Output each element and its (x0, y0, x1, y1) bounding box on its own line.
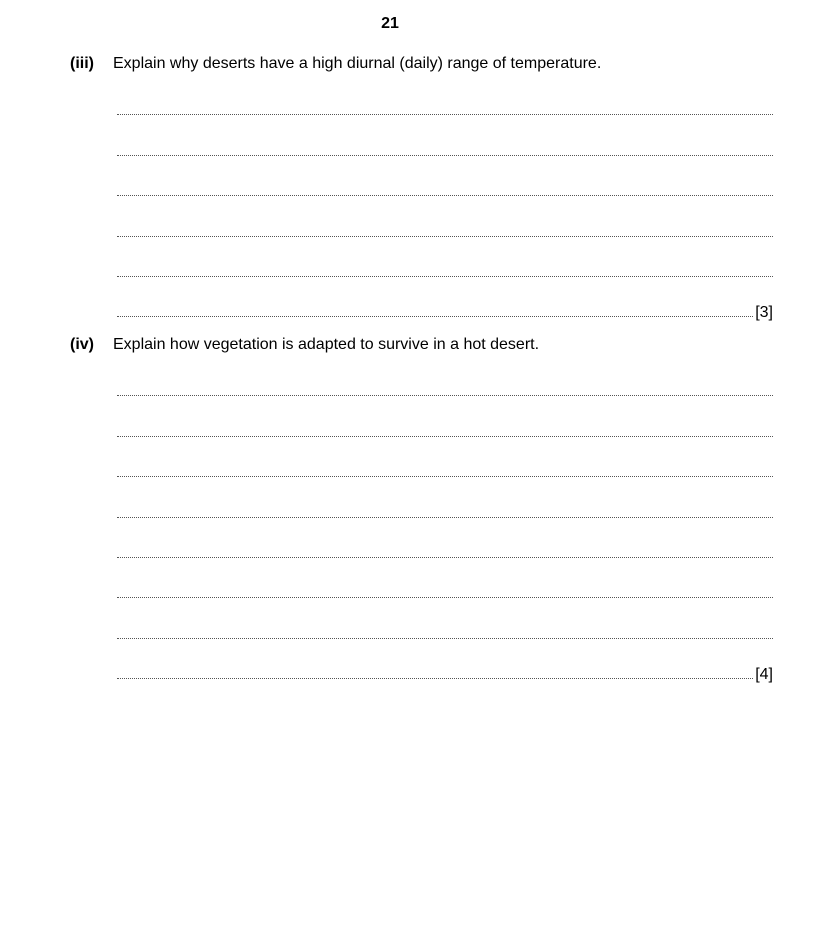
answer-lines (117, 78, 773, 320)
answer-line[interactable] (117, 280, 773, 320)
answer-line-dots (117, 316, 753, 317)
page-number: 21 (381, 15, 399, 32)
answer-line[interactable] (117, 399, 773, 439)
marks-label: [3] (755, 304, 773, 322)
question-iv (70, 334, 774, 684)
answer-line-dots (117, 557, 773, 558)
answer-line[interactable] (117, 78, 773, 118)
question-number: (iii) (70, 55, 94, 72)
answer-line[interactable] (117, 440, 773, 480)
answer-line[interactable] (117, 118, 773, 158)
answer-line-dots (117, 236, 773, 237)
answer-line-dots (117, 195, 773, 196)
answer-line[interactable] (117, 480, 773, 520)
question-text: Explain why deserts have a high diurnal (daily) range of temperature. (113, 55, 602, 72)
answer-line[interactable] (117, 561, 773, 601)
answer-line-dots (117, 517, 773, 518)
answer-line[interactable] (117, 601, 773, 641)
answer-line-dots (117, 678, 753, 679)
question-header (70, 334, 774, 356)
answer-line[interactable] (117, 521, 773, 561)
answer-line[interactable] (117, 642, 773, 682)
marks-label: [4] (755, 666, 773, 684)
answer-line-dots (117, 114, 773, 115)
answer-line[interactable] (117, 199, 773, 239)
question-iii (70, 53, 774, 322)
answer-line-dots (117, 276, 773, 277)
answer-line-dots (117, 638, 773, 639)
answer-line-dots (117, 597, 773, 598)
answer-line-dots (117, 436, 773, 437)
answer-line-dots (117, 395, 773, 396)
question-header (70, 53, 774, 75)
answer-line[interactable] (117, 159, 773, 199)
answer-line[interactable] (117, 240, 773, 280)
question-text: Explain how vegetation is adapted to survive in a hot desert. (113, 336, 540, 353)
answer-line[interactable] (117, 359, 773, 399)
answer-lines (117, 359, 773, 682)
question-number: (iv) (70, 336, 94, 353)
answer-line-dots (117, 476, 773, 477)
answer-line-dots (117, 155, 773, 156)
